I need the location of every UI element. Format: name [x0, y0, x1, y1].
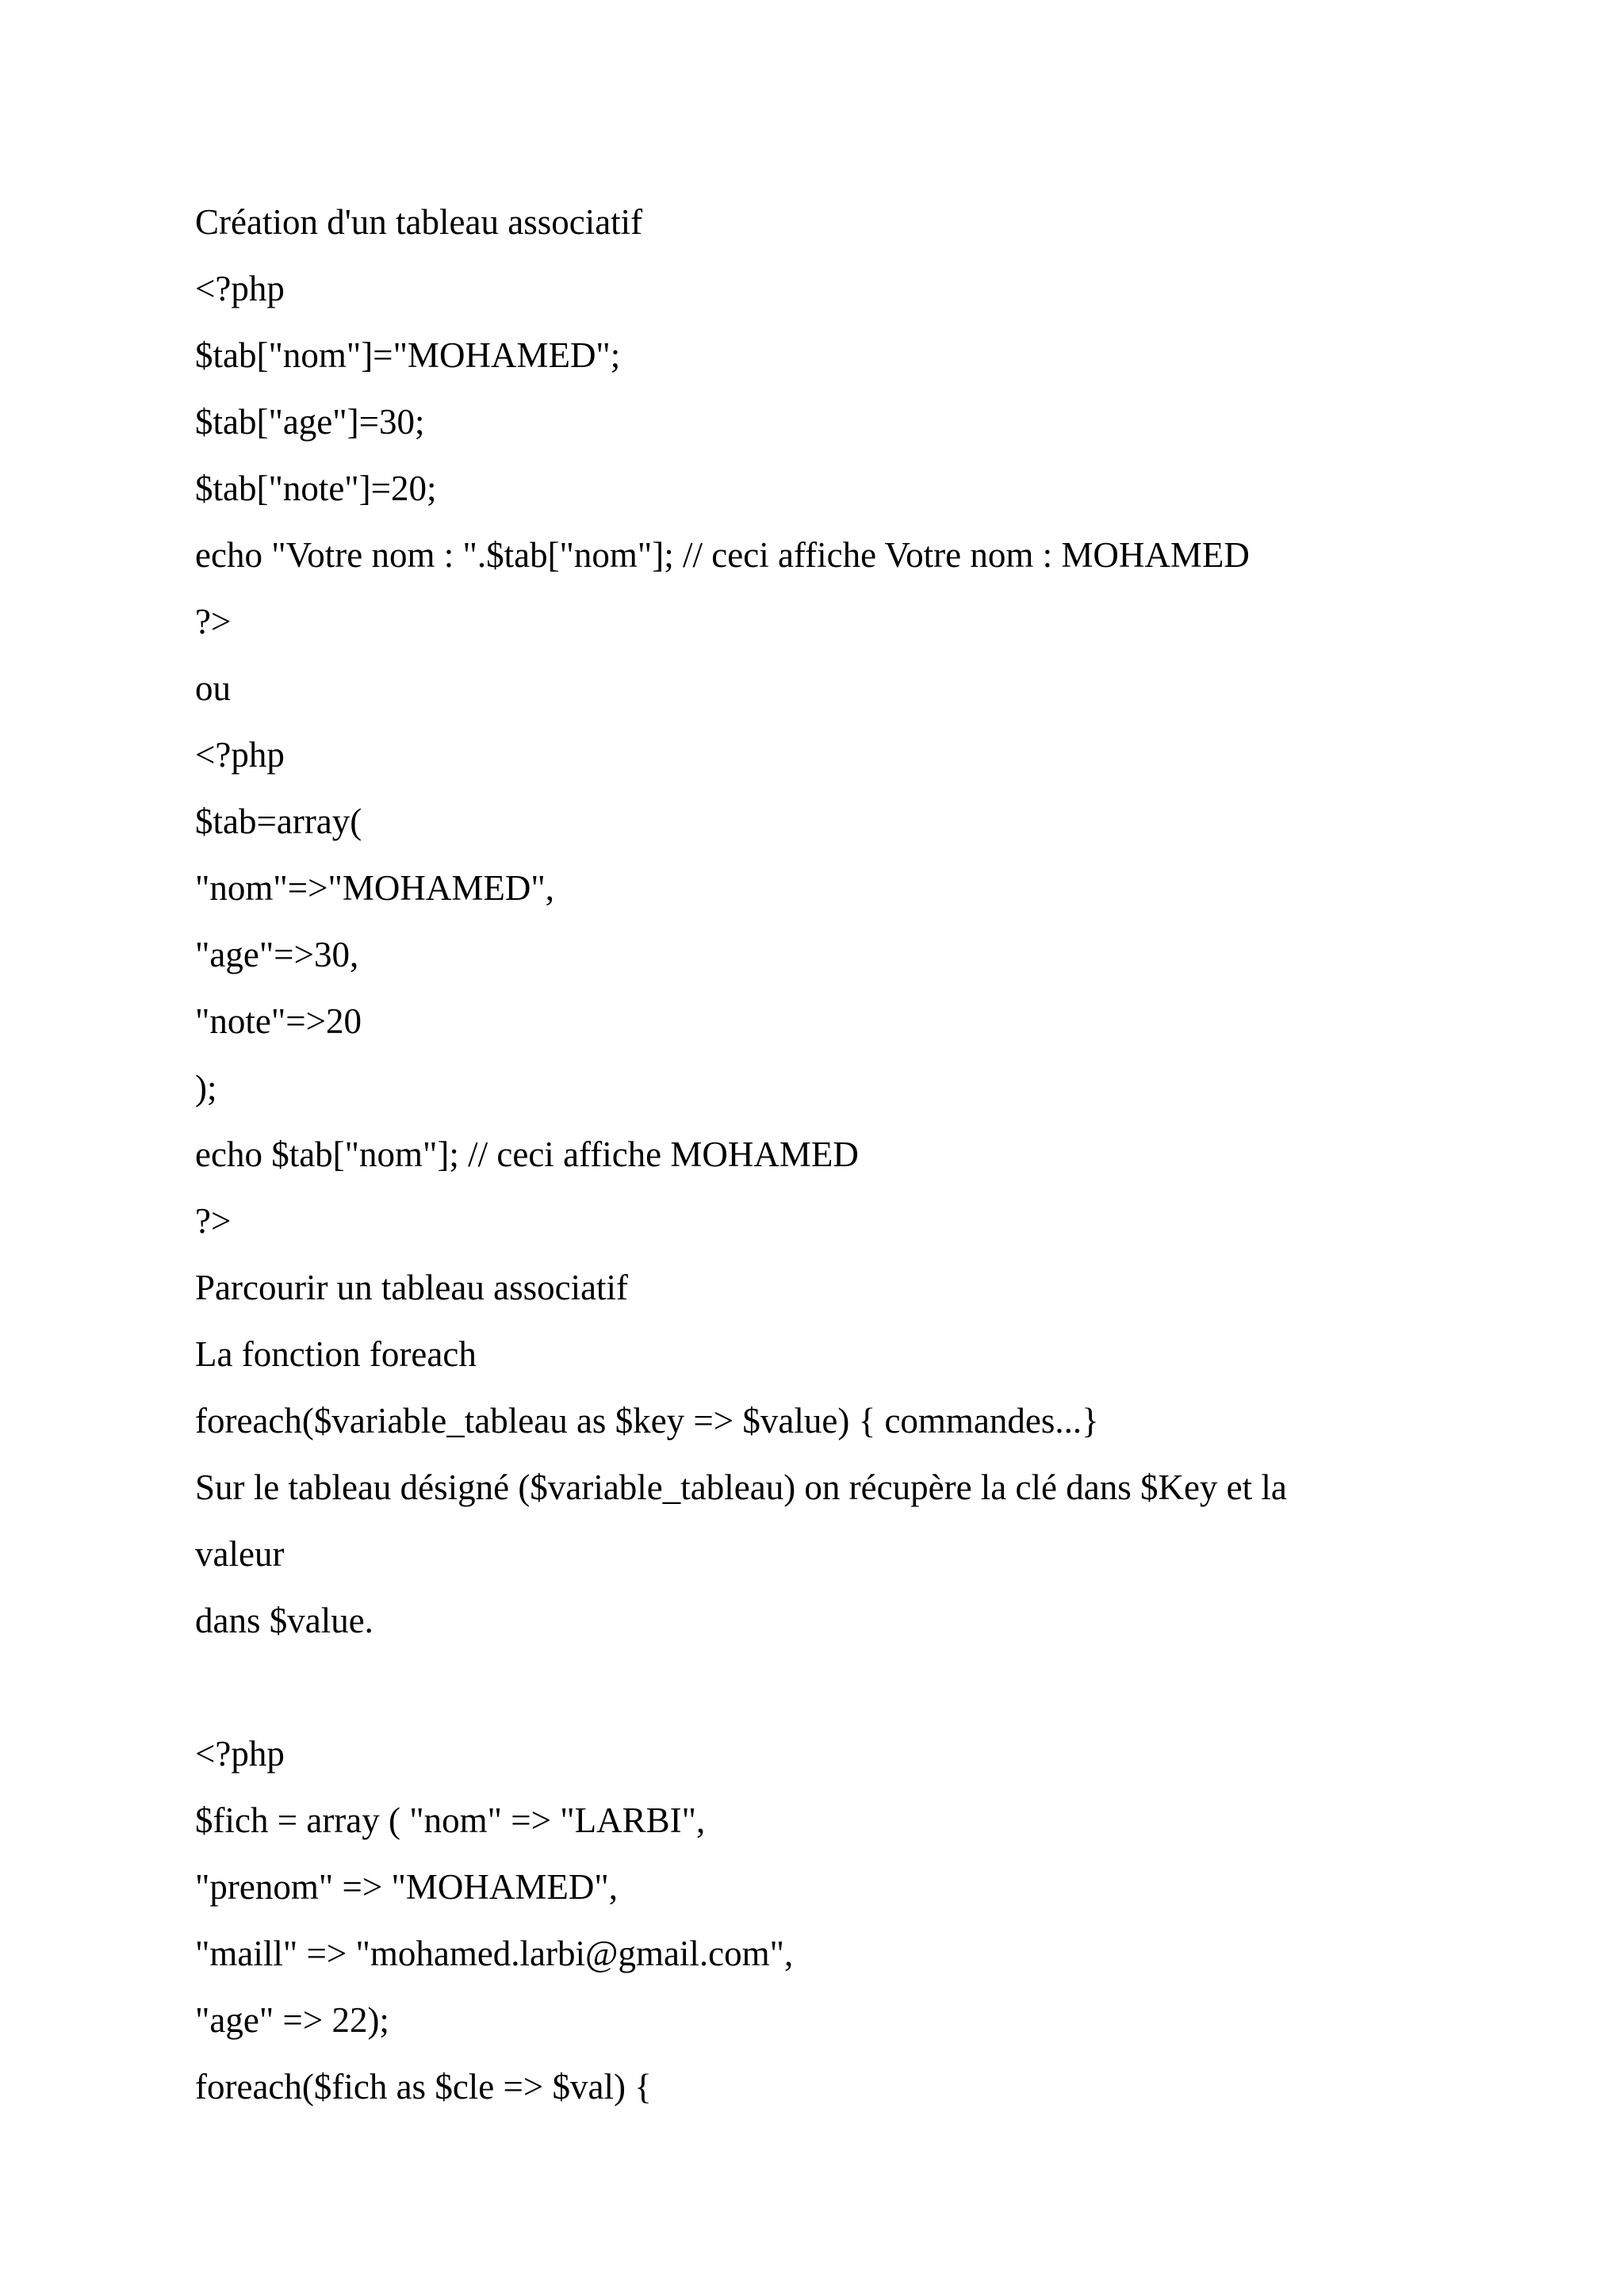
code-line: ); — [195, 1068, 217, 1108]
text-line: Sur le tableau désigné ($variable_tableau) on récupère la clé dans $Key et la — [195, 1468, 1287, 1507]
code-line: "maill" => "mohamed.larbi@gmail.com", — [195, 1934, 794, 1973]
text-line: valeur — [195, 1534, 285, 1574]
code-line: ?> — [195, 602, 232, 641]
code-line: $tab["note"]=20; — [195, 469, 437, 508]
blank-line — [195, 1654, 1432, 1720]
code-line: foreach($variable_tableau as $key => $value) { commandes...} — [195, 1401, 1099, 1441]
code-line: $tab["nom"]="MOHAMED"; — [195, 335, 621, 375]
code-line: echo $tab["nom"]; // ceci affiche MOHAMED — [195, 1135, 859, 1174]
code-line: foreach($fich as $cle => $val) { — [195, 2067, 652, 2107]
code-line: "age" => 22); — [195, 2000, 389, 2040]
code-line: "note"=>20 — [195, 1001, 362, 1041]
code-line: echo "Votre nom : ".$tab["nom"]; // ceci affiche Votre nom : MOHAMED — [195, 535, 1250, 575]
code-line: $fich = array ( "nom" => "LARBI", — [195, 1800, 706, 1840]
code-line: "nom"=>"MOHAMED", — [195, 868, 554, 908]
code-line: <?php — [195, 269, 285, 308]
text-line: ou — [195, 668, 231, 708]
code-line: <?php — [195, 1734, 285, 1774]
heading-creation: Création d'un tableau associatif — [195, 202, 643, 242]
document-body — [195, 189, 1432, 2120]
code-line: "prenom" => "MOHAMED", — [195, 1867, 618, 1907]
code-line: $tab=array( — [195, 802, 362, 841]
text-line: dans $value. — [195, 1601, 373, 1640]
code-line: ?> — [195, 1201, 232, 1241]
code-line: <?php — [195, 735, 285, 775]
code-line: $tab["age"]=30; — [195, 402, 425, 442]
heading-parcourir: Parcourir un tableau associatif — [195, 1268, 629, 1307]
text-line: La fonction foreach — [195, 1334, 477, 1374]
code-line: "age"=>30, — [195, 935, 359, 974]
